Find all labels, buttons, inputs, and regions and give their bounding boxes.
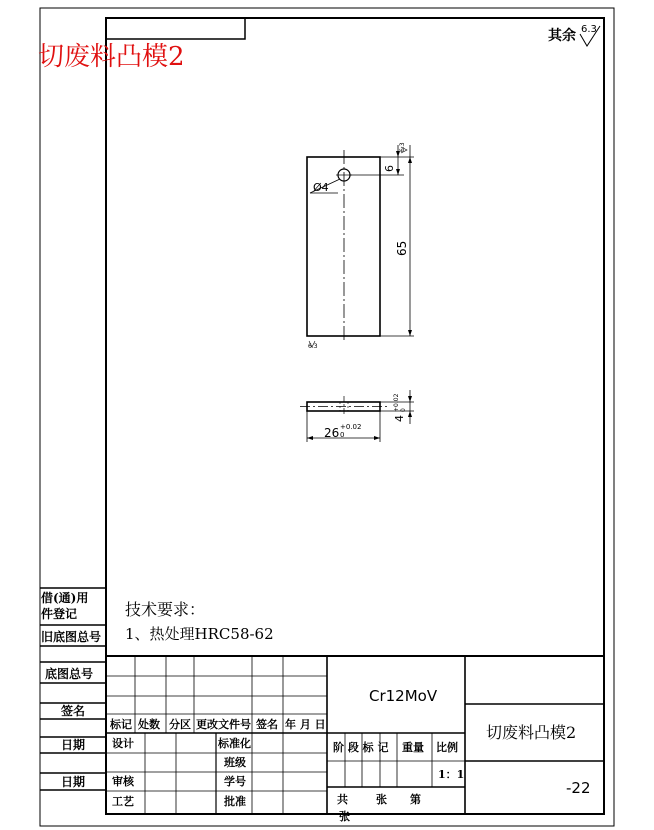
left-strip <box>40 588 106 790</box>
dim-thickness-tol-low: 0 <box>400 408 407 412</box>
sheet-no-label: 第 <box>410 793 421 806</box>
base-drawing-no: 底图总号 <box>45 667 94 681</box>
signature-label: 签名 <box>61 704 86 718</box>
rev-header-date: 年 月 日 <box>285 718 326 731</box>
drawing-border <box>106 18 604 814</box>
stage-mark-label: 阶 段 标 记 <box>333 741 389 754</box>
mini-finish-top: 6.3 <box>399 142 406 152</box>
drawing-no: -22 <box>566 779 591 797</box>
dim-hole-offset: 6 <box>383 165 396 172</box>
part-title-red: 切废料凸模2 <box>38 42 185 72</box>
sheets-total-label: 共 <box>337 793 348 806</box>
rev-header-count: 处数 <box>138 718 160 731</box>
dim-width-tol: +0.02 <box>340 423 362 431</box>
surface-finish-value: 6.3 <box>581 24 597 35</box>
student-no-label: 学号 <box>224 775 246 788</box>
date-label-1: 日期 <box>61 738 86 752</box>
old-drawing-no: 旧底图总号 <box>41 630 102 644</box>
borrow-reg-1: 借(通)用 <box>41 591 89 605</box>
dim-width-tol-low: 0 <box>340 431 345 439</box>
standardize-label: 标准化 <box>218 737 251 750</box>
process-label: 工艺 <box>112 795 134 808</box>
tech-req-heading: 技术要求： <box>125 600 206 619</box>
front-view <box>307 142 414 350</box>
dim-thickness-base: 4 <box>393 415 406 422</box>
code-box <box>106 18 245 39</box>
section-view <box>300 390 414 442</box>
material: Cr12MoV <box>369 687 438 705</box>
class-label: 班级 <box>224 756 246 769</box>
part-name: 切废料凸模2 <box>486 723 577 742</box>
scale-label: 比例 <box>436 741 458 754</box>
scale-value: 1：1 <box>438 768 465 781</box>
dim-width-base: 26 <box>324 426 340 440</box>
dim-hole-dia: Ø4 <box>313 181 329 194</box>
approve-label: 批准 <box>224 795 246 808</box>
mini-finish-bottom: 6.3 <box>308 343 318 350</box>
sheets-unit-label: 张 <box>376 793 387 806</box>
weight-label: 重量 <box>402 741 424 754</box>
rev-header-doc: 更改文件号 <box>196 718 251 731</box>
tech-req-item-1: 1、热处理HRC58-62 <box>125 625 274 643</box>
design-label: 设计 <box>112 737 134 750</box>
surface-finish-note: 其余 <box>548 28 576 44</box>
dim-length: 65 <box>395 240 409 256</box>
date-label-2: 日期 <box>61 775 86 789</box>
rev-header-zone: 分区 <box>169 718 191 731</box>
review-label: 审核 <box>112 775 134 788</box>
sheet-unit2-label: 张 <box>339 810 350 823</box>
rev-header-mark: 标记 <box>110 718 132 731</box>
dim-thickness-tol: +0.02 <box>393 393 400 412</box>
rev-header-sign: 签名 <box>256 718 278 731</box>
borrow-reg-2: 件登记 <box>41 607 78 621</box>
